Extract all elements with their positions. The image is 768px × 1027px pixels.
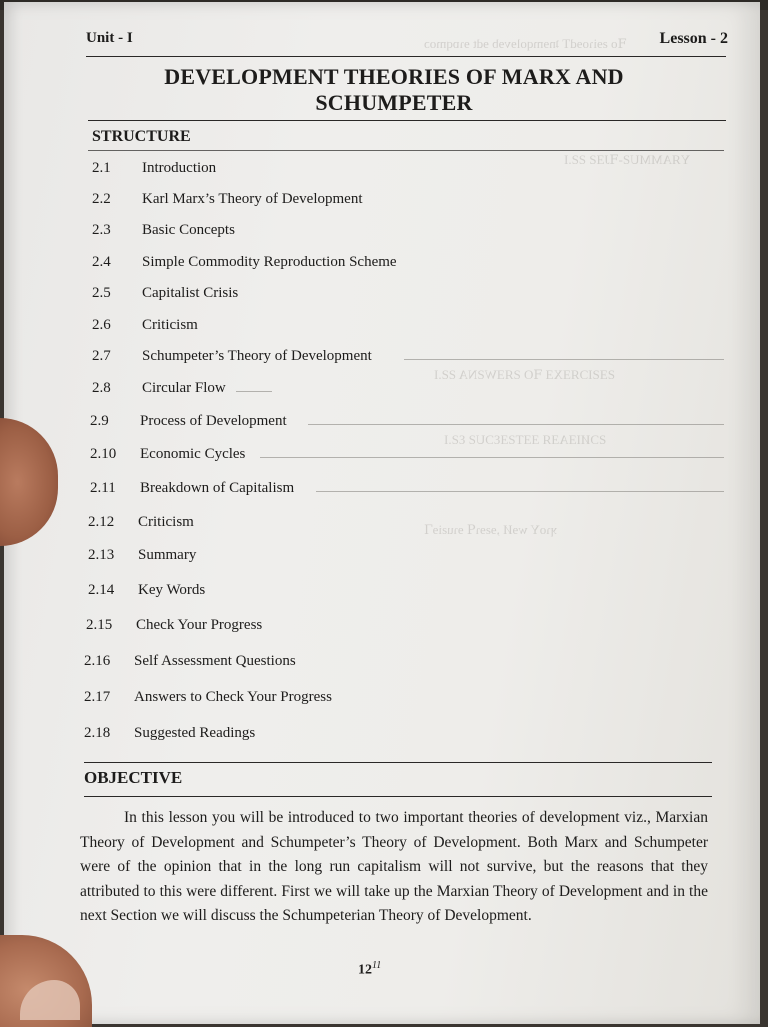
faint-guide-line	[308, 424, 724, 425]
toc-item	[88, 582, 205, 599]
toc-item-number: 2.4	[92, 254, 111, 270]
objective-bottom-rule	[84, 796, 712, 797]
faint-guide-line	[260, 457, 724, 458]
toc-item	[90, 413, 287, 430]
toc-item-label: Self Assessment Questions	[134, 653, 296, 669]
toc-item-label: Criticism	[138, 514, 194, 530]
toc-item-number: 2.15	[86, 617, 113, 633]
unit-label: Unit - I	[86, 30, 133, 46]
toc-item-number: 2.5	[92, 285, 111, 301]
toc-item-label: Breakdown of Capitalism	[140, 480, 295, 496]
toc-item	[84, 725, 255, 742]
toc-item-number: 2.11	[90, 480, 116, 496]
toc-item-number: 2.10	[90, 446, 117, 462]
show-through-text: ƧƎƧIƆЯƎXƎ ꟻO ƧЯƎWƧNA ƧƧ.I	[434, 367, 615, 382]
page-number-value: 12	[358, 962, 372, 978]
title-line-1: DEVELOPMENT THEORIES OF MARX AND	[164, 64, 624, 89]
handwritten-mark: 11	[372, 960, 382, 971]
toc-item	[92, 222, 235, 239]
book-page	[4, 2, 760, 1024]
page-number	[358, 960, 381, 979]
toc-item	[92, 191, 363, 208]
toc-item-number: 2.2	[92, 191, 111, 207]
toc-item-label: Suggested Readings	[134, 725, 256, 741]
objective-top-rule	[84, 762, 712, 763]
toc-item	[92, 160, 216, 177]
toc-item	[92, 285, 238, 302]
objective-paragraph: In this lesson you will be introduced to two important theories of development viz., Marxian Theory of Development and Schumpeter’s Theory of Development. Both Marx and Schumpeter were of the opinion that in the long run capitalism will not survive, but the reasons that they attributed to this were different. First we will take up the Marxian Theory of Development and in the next Section we will discuss the Schumpeterian Theory of Development.	[80, 809, 708, 924]
title-rule	[88, 120, 726, 121]
show-through-text: ʞɿoY wɘИ ,ɘƨɘɿꟼ ɘɿuƨiɘꞀ	[424, 522, 558, 537]
toc-item-label: Summary	[138, 547, 197, 563]
toc-item-label: Circular Flow	[142, 380, 226, 396]
faint-guide-line	[236, 391, 272, 392]
title-line-2: SCHUMPETER	[315, 90, 473, 115]
toc-item-label: Schumpeter’s Theory of Development	[142, 348, 372, 364]
toc-item	[90, 480, 294, 497]
toc-item	[92, 254, 397, 271]
toc-item	[84, 653, 296, 670]
page-title	[104, 64, 684, 116]
toc-item-label: Karl Marx’s Theory of Development	[142, 191, 363, 207]
toc-item	[86, 617, 262, 634]
toc-item	[92, 348, 372, 365]
toc-item	[88, 514, 194, 531]
page-header	[86, 30, 728, 54]
toc-item-number: 2.12	[88, 514, 115, 530]
toc-item	[84, 689, 332, 706]
toc-item-number: 2.13	[88, 547, 115, 563]
toc-item-number: 2.6	[92, 317, 111, 333]
objective-heading: OBJECTIVE	[84, 768, 183, 787]
structure-heading: STRUCTURE	[92, 128, 191, 145]
toc-item-number: 2.17	[84, 689, 111, 705]
toc-item	[92, 380, 226, 397]
toc-item-label: Simple Commodity Reproduction Scheme	[142, 254, 397, 270]
toc-item-number: 2.1	[92, 160, 111, 176]
toc-item-label: Criticism	[142, 317, 198, 333]
toc-item-label: Economic Cycles	[140, 446, 246, 462]
toc-item-number: 2.18	[84, 725, 111, 741]
toc-item-label: Basic Concepts	[142, 222, 235, 238]
toc-item-label: Key Words	[138, 582, 206, 598]
toc-item-number: 2.7	[92, 348, 111, 364]
show-through-text: ꟻo ƨɘiɿoɘdT ʇnɘmqolɘvɘb ɘdt ɘɿɒqmoɔ	[424, 36, 627, 51]
toc-item-number: 2.3	[92, 222, 111, 238]
toc-item-label: Check Your Progress	[136, 617, 263, 633]
toc-item-label: Capitalist Crisis	[142, 285, 239, 301]
toc-item-label: Process of Development	[140, 413, 287, 429]
structure-rule	[88, 150, 724, 151]
toc-item	[92, 317, 198, 334]
show-through-text: ƧƆИIƎAƎЯ ƎƎƬƧƎƐƆUƧ ƐƧ.I	[444, 432, 607, 447]
toc-item	[88, 547, 196, 564]
toc-item-number: 2.8	[92, 380, 111, 396]
show-through-text: YЯAMMUƧ-ꟻJƎƧ ƧƧ.I	[564, 152, 691, 167]
toc-item-number: 2.14	[88, 582, 115, 598]
faint-guide-line	[316, 491, 724, 492]
toc-item-number: 2.16	[84, 653, 111, 669]
faint-guide-line	[404, 359, 724, 360]
header-rule	[86, 56, 726, 57]
toc-item	[90, 446, 245, 463]
toc-item-label: Answers to Check Your Progress	[134, 689, 332, 705]
toc-item-number: 2.9	[90, 413, 109, 429]
lesson-label: Lesson - 2	[659, 30, 728, 47]
toc-item-label: Introduction	[142, 160, 217, 176]
